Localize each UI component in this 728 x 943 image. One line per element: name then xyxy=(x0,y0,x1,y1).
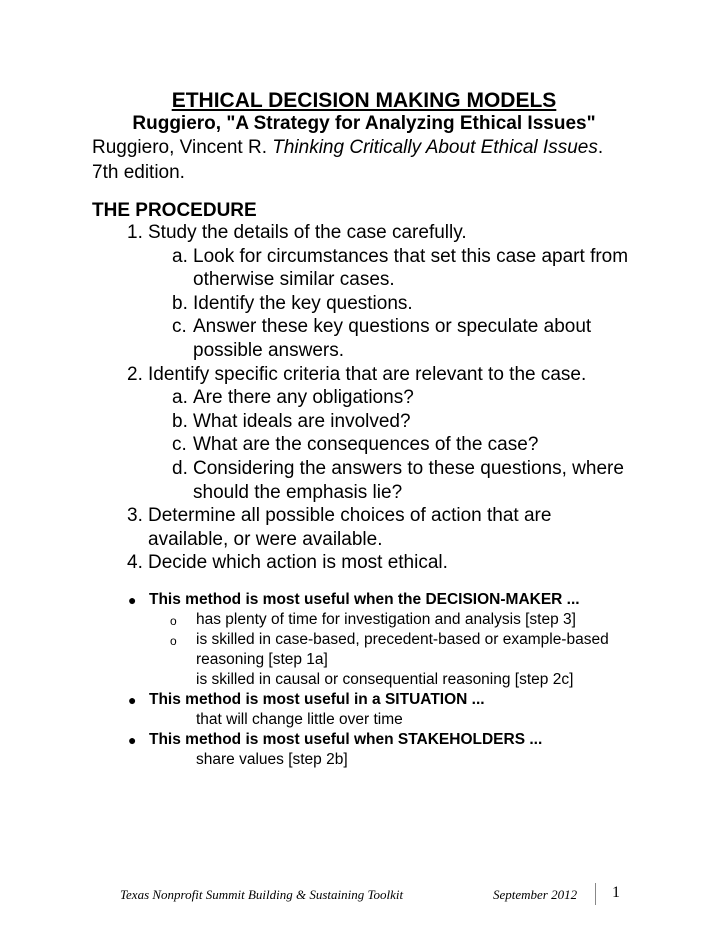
substep-item xyxy=(92,315,632,362)
bullet-icon: ● xyxy=(128,692,137,708)
step-item xyxy=(92,221,632,245)
substep-letter: c. xyxy=(172,316,187,338)
substep-item xyxy=(92,292,632,316)
substep-text: What are the consequences of the case? xyxy=(193,434,539,456)
bullet-detail xyxy=(92,750,632,770)
substep-letter: a. xyxy=(172,245,188,267)
substep-text: Are there any obligations? xyxy=(193,387,414,409)
detail-text: is skilled in case-based, precedent-based or example-based reasoning [step 1a] xyxy=(196,631,609,668)
circle-bullet-icon: o xyxy=(170,614,177,628)
substep-item xyxy=(92,245,632,292)
bullet-heading: This method is most useful in a SITUATION ... xyxy=(149,691,485,708)
step-text: Study the details of the case carefully. xyxy=(148,222,467,243)
citation-book-title: Thinking Critically About Ethical Issues xyxy=(272,137,598,158)
bullet-heading: This method is most useful when the DECISION-MAKER ... xyxy=(149,591,580,608)
citation-period: . xyxy=(597,137,604,158)
citation-edition: 7th edition. xyxy=(92,162,185,183)
substep-item xyxy=(92,410,632,434)
page-title: ETHICAL DECISION MAKING MODELS xyxy=(171,89,557,112)
substep-text: Identify the key questions. xyxy=(193,292,413,314)
step-item xyxy=(92,363,632,387)
substep-letter: c. xyxy=(172,434,187,456)
substep-letter: a. xyxy=(172,387,188,409)
footer-divider xyxy=(595,883,596,905)
substep-item xyxy=(92,386,632,410)
page-subtitle: Ruggiero, "A Strategy for Analyzing Ethical Issues" xyxy=(132,113,596,134)
step-item xyxy=(92,504,632,551)
bullet-detail xyxy=(92,670,632,690)
substep-letter: d. xyxy=(172,457,188,479)
citation xyxy=(92,135,632,185)
substep-item xyxy=(92,433,632,457)
usefulness-bullet xyxy=(92,590,632,610)
substep-text: What ideals are involved? xyxy=(193,410,411,432)
bullet-icon: ● xyxy=(128,592,137,608)
detail-text: is skilled in causal or consequential reasoning [step 2c] xyxy=(196,671,574,688)
bullet-icon: ● xyxy=(128,732,137,748)
page-number: 1 xyxy=(612,884,620,901)
page-footer xyxy=(120,883,640,905)
usefulness-list xyxy=(92,590,632,770)
citation-author: Ruggiero, Vincent R. xyxy=(92,137,273,158)
usefulness-bullet xyxy=(92,690,632,710)
circle-bullet-icon: o xyxy=(170,634,177,648)
substep-item xyxy=(92,457,632,504)
bullet-detail xyxy=(92,610,632,630)
substep-letter: b. xyxy=(172,410,188,432)
substep-text: Look for circumstances that set this case apart from otherwise similar cases. xyxy=(193,245,629,291)
footer-date: September 2012 xyxy=(493,887,578,902)
step-text: Determine all possible choices of action that are available, or were available. xyxy=(148,505,552,550)
step-number: 4. xyxy=(127,552,143,574)
bullet-detail xyxy=(92,710,632,730)
procedure-heading: THE PROCEDURE xyxy=(92,200,257,221)
bullet-heading: This method is most useful when STAKEHOLDERS ... xyxy=(149,731,543,748)
step-text: Identify specific criteria that are relevant to the case. xyxy=(148,363,587,385)
usefulness-bullet xyxy=(92,730,632,750)
procedure-steps xyxy=(92,221,632,575)
substep-letter: b. xyxy=(172,292,188,314)
step-number: 2. xyxy=(127,363,143,385)
bullet-detail xyxy=(92,630,632,670)
detail-text: share values [step 2b] xyxy=(196,751,348,768)
substep-text: Considering the answers to these questions, where should the emphasis lie? xyxy=(193,457,624,503)
step-text: Decide which action is most ethical. xyxy=(148,552,448,574)
detail-text: that will change little over time xyxy=(196,711,403,728)
detail-text: has plenty of time for investigation and analysis [step 3] xyxy=(196,611,576,628)
footer-source: Texas Nonprofit Summit Building & Sustaining Toolkit xyxy=(120,887,404,902)
substep-text: Answer these key questions or speculate about possible answers. xyxy=(193,316,592,361)
step-number: 3. xyxy=(127,505,143,527)
step-item xyxy=(92,551,632,575)
step-number: 1. xyxy=(127,222,143,243)
